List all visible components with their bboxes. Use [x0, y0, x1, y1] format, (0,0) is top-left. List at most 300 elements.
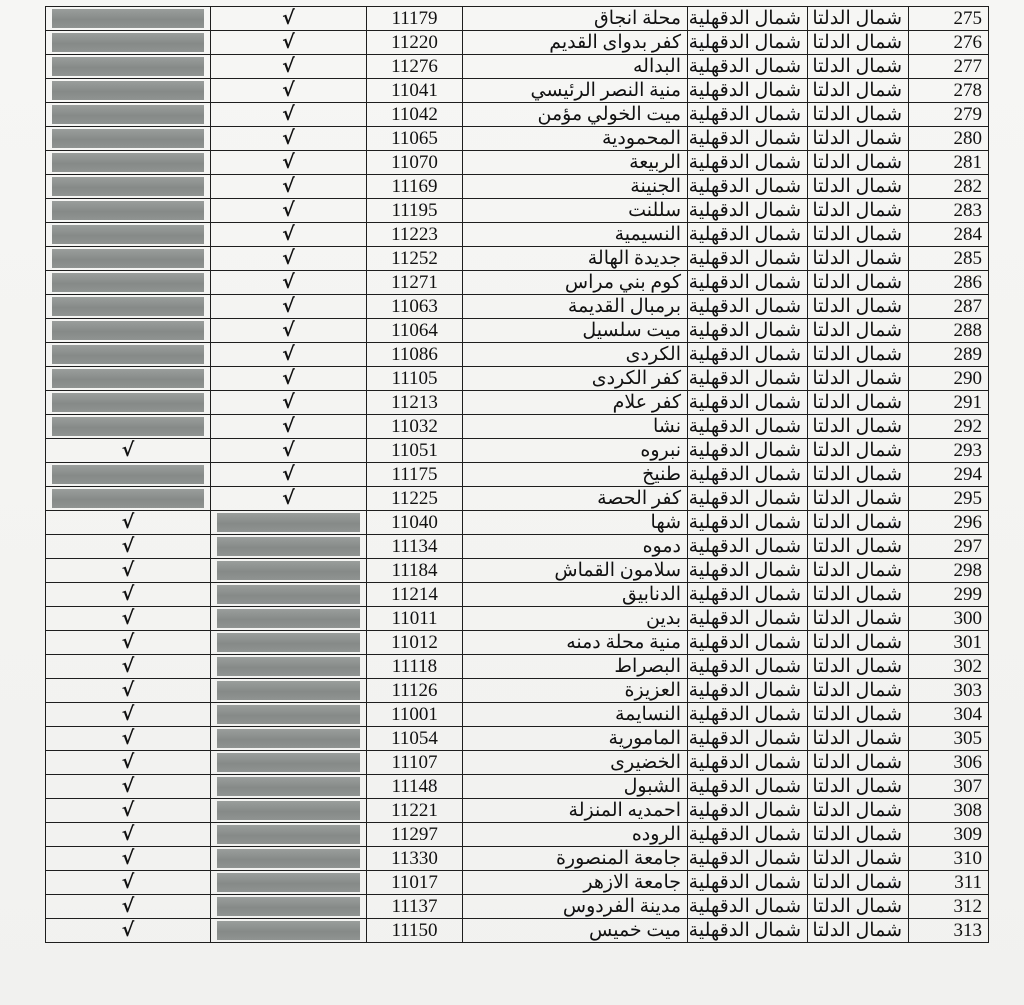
- governorate-cell: شمال الدقهلية: [688, 31, 808, 55]
- middle-shaded-cell: [211, 823, 367, 847]
- governorate-cell: شمال الدقهلية: [688, 127, 808, 151]
- region-cell: شمال الدلتا: [808, 751, 909, 775]
- middle-check-cell: [211, 247, 367, 271]
- redaction-shade: [52, 129, 204, 148]
- region-cell: شمال الدلتا: [808, 175, 909, 199]
- table-row: [46, 607, 989, 631]
- redaction-shade: [217, 609, 360, 628]
- table-row: [46, 79, 989, 103]
- check-mark: √: [121, 751, 135, 773]
- code-cell: 11032: [367, 415, 463, 439]
- redaction-shade: [52, 177, 204, 196]
- governorate-cell: شمال الدقهلية: [688, 703, 808, 727]
- left-shaded-cell: [46, 247, 211, 271]
- table-row: [46, 223, 989, 247]
- region-cell: شمال الدلتا: [808, 55, 909, 79]
- left-check-cell: [46, 727, 211, 751]
- region-cell: شمال الدلتا: [808, 727, 909, 751]
- left-shaded-cell: [46, 271, 211, 295]
- middle-shaded-cell: [211, 919, 367, 943]
- region-cell: شمال الدلتا: [808, 607, 909, 631]
- check-mark: √: [282, 127, 295, 149]
- table-row: [46, 31, 989, 55]
- code-cell: 11126: [367, 679, 463, 703]
- redaction-shade: [217, 729, 360, 748]
- table-row: [46, 295, 989, 319]
- table-row: [46, 727, 989, 751]
- check-mark: √: [121, 775, 135, 797]
- check-mark: √: [282, 271, 295, 293]
- code-cell: 11012: [367, 631, 463, 655]
- table-row: [46, 175, 989, 199]
- name-cell: طنيخ: [463, 463, 688, 487]
- governorate-cell: شمال الدقهلية: [688, 919, 808, 943]
- middle-check-cell: [211, 343, 367, 367]
- governorate-cell: شمال الدقهلية: [688, 343, 808, 367]
- table-row: [46, 343, 989, 367]
- middle-check-cell: [211, 127, 367, 151]
- check-mark: √: [282, 487, 295, 509]
- redaction-shade: [217, 897, 360, 916]
- region-cell: شمال الدلتا: [808, 535, 909, 559]
- redaction-shade: [52, 417, 204, 436]
- name-cell: الربيعة: [463, 151, 688, 175]
- code-cell: 11184: [367, 559, 463, 583]
- table-body: [46, 7, 989, 943]
- name-cell: منية النصر الرئيسي: [463, 79, 688, 103]
- table-row: [46, 271, 989, 295]
- middle-shaded-cell: [211, 751, 367, 775]
- redaction-shade: [52, 393, 204, 412]
- check-mark: √: [121, 511, 135, 533]
- left-check-cell: [46, 607, 211, 631]
- left-shaded-cell: [46, 79, 211, 103]
- governorate-cell: شمال الدقهلية: [688, 775, 808, 799]
- name-cell: الشبول: [463, 775, 688, 799]
- name-cell: مدينة الفردوس: [463, 895, 688, 919]
- check-mark: √: [282, 439, 295, 461]
- table-row: [46, 871, 989, 895]
- region-cell: شمال الدلتا: [808, 199, 909, 223]
- region-cell: شمال الدلتا: [808, 487, 909, 511]
- row-number-cell: 285: [909, 247, 989, 271]
- row-number-cell: 275: [909, 7, 989, 31]
- redaction-shade: [217, 849, 360, 868]
- governorate-cell: شمال الدقهلية: [688, 151, 808, 175]
- left-check-cell: [46, 583, 211, 607]
- region-cell: شمال الدلتا: [808, 127, 909, 151]
- left-shaded-cell: [46, 31, 211, 55]
- table-row: [46, 583, 989, 607]
- check-mark: √: [282, 319, 295, 341]
- name-cell: كفر علام: [463, 391, 688, 415]
- governorate-cell: شمال الدقهلية: [688, 439, 808, 463]
- left-shaded-cell: [46, 151, 211, 175]
- table-row: [46, 487, 989, 511]
- row-number-cell: 283: [909, 199, 989, 223]
- left-check-cell: [46, 847, 211, 871]
- governorate-cell: شمال الدقهلية: [688, 223, 808, 247]
- name-cell: ميت الخولي مؤمن: [463, 103, 688, 127]
- table-row: [46, 7, 989, 31]
- governorate-cell: شمال الدقهلية: [688, 295, 808, 319]
- code-cell: 11001: [367, 703, 463, 727]
- code-cell: 11175: [367, 463, 463, 487]
- region-cell: شمال الدلتا: [808, 103, 909, 127]
- row-number-cell: 297: [909, 535, 989, 559]
- middle-check-cell: [211, 31, 367, 55]
- redaction-shade: [217, 537, 360, 556]
- middle-shaded-cell: [211, 679, 367, 703]
- row-number-cell: 309: [909, 823, 989, 847]
- region-cell: شمال الدلتا: [808, 583, 909, 607]
- middle-check-cell: [211, 319, 367, 343]
- left-check-cell: [46, 535, 211, 559]
- middle-check-cell: [211, 415, 367, 439]
- name-cell: ميت خميس: [463, 919, 688, 943]
- governorate-cell: شمال الدقهلية: [688, 511, 808, 535]
- left-shaded-cell: [46, 295, 211, 319]
- row-number-cell: 282: [909, 175, 989, 199]
- left-shaded-cell: [46, 175, 211, 199]
- name-cell: المحمودية: [463, 127, 688, 151]
- redaction-shade: [52, 321, 204, 340]
- name-cell: برمبال القديمة: [463, 295, 688, 319]
- row-number-cell: 313: [909, 919, 989, 943]
- region-cell: شمال الدلتا: [808, 631, 909, 655]
- code-cell: 11214: [367, 583, 463, 607]
- table-row: [46, 511, 989, 535]
- check-mark: √: [121, 823, 135, 845]
- left-check-cell: [46, 919, 211, 943]
- row-number-cell: 311: [909, 871, 989, 895]
- left-check-cell: [46, 799, 211, 823]
- region-cell: شمال الدلتا: [808, 463, 909, 487]
- left-check-cell: [46, 439, 211, 463]
- table-row: [46, 631, 989, 655]
- redaction-shade: [217, 801, 360, 820]
- table-row: [46, 559, 989, 583]
- check-mark: √: [282, 79, 295, 101]
- middle-check-cell: [211, 271, 367, 295]
- table-row: [46, 55, 989, 79]
- name-cell: النسايمة: [463, 703, 688, 727]
- region-cell: شمال الدلتا: [808, 151, 909, 175]
- code-cell: 11150: [367, 919, 463, 943]
- row-number-cell: 290: [909, 367, 989, 391]
- region-cell: شمال الدلتا: [808, 679, 909, 703]
- middle-check-cell: [211, 151, 367, 175]
- redaction-shade: [52, 273, 204, 292]
- middle-shaded-cell: [211, 703, 367, 727]
- check-mark: √: [282, 31, 295, 53]
- governorate-cell: شمال الدقهلية: [688, 319, 808, 343]
- redaction-shade: [52, 57, 204, 76]
- middle-check-cell: [211, 295, 367, 319]
- row-number-cell: 301: [909, 631, 989, 655]
- middle-shaded-cell: [211, 583, 367, 607]
- middle-check-cell: [211, 103, 367, 127]
- left-shaded-cell: [46, 415, 211, 439]
- middle-check-cell: [211, 487, 367, 511]
- check-mark: √: [282, 151, 295, 173]
- left-shaded-cell: [46, 343, 211, 367]
- check-mark: √: [282, 175, 295, 197]
- governorate-cell: شمال الدقهلية: [688, 535, 808, 559]
- check-mark: √: [121, 679, 135, 701]
- governorate-cell: شمال الدقهلية: [688, 247, 808, 271]
- code-cell: 11064: [367, 319, 463, 343]
- name-cell: محلة انجاق: [463, 7, 688, 31]
- governorate-cell: شمال الدقهلية: [688, 559, 808, 583]
- middle-shaded-cell: [211, 559, 367, 583]
- row-number-cell: 312: [909, 895, 989, 919]
- row-number-cell: 288: [909, 319, 989, 343]
- redaction-shade: [52, 105, 204, 124]
- governorate-cell: شمال الدقهلية: [688, 895, 808, 919]
- check-mark: √: [282, 415, 295, 437]
- middle-shaded-cell: [211, 631, 367, 655]
- check-mark: √: [121, 703, 135, 725]
- middle-shaded-cell: [211, 535, 367, 559]
- governorate-cell: شمال الدقهلية: [688, 55, 808, 79]
- name-cell: جامعة المنصورة: [463, 847, 688, 871]
- governorate-cell: شمال الدقهلية: [688, 463, 808, 487]
- code-cell: 11107: [367, 751, 463, 775]
- check-mark: √: [282, 7, 295, 29]
- code-cell: 11221: [367, 799, 463, 823]
- code-cell: 11040: [367, 511, 463, 535]
- code-cell: 11017: [367, 871, 463, 895]
- row-number-cell: 310: [909, 847, 989, 871]
- redaction-shade: [52, 489, 204, 508]
- row-number-cell: 302: [909, 655, 989, 679]
- middle-check-cell: [211, 55, 367, 79]
- region-cell: شمال الدلتا: [808, 439, 909, 463]
- row-number-cell: 298: [909, 559, 989, 583]
- table-row: [46, 679, 989, 703]
- name-cell: ميت سلسيل: [463, 319, 688, 343]
- row-number-cell: 294: [909, 463, 989, 487]
- redaction-shade: [217, 921, 360, 940]
- code-cell: 11225: [367, 487, 463, 511]
- redaction-shade: [217, 777, 360, 796]
- row-number-cell: 300: [909, 607, 989, 631]
- row-number-cell: 299: [909, 583, 989, 607]
- row-number-cell: 278: [909, 79, 989, 103]
- region-cell: شمال الدلتا: [808, 703, 909, 727]
- code-cell: 11011: [367, 607, 463, 631]
- left-shaded-cell: [46, 7, 211, 31]
- region-cell: شمال الدلتا: [808, 775, 909, 799]
- governorate-cell: شمال الدقهلية: [688, 583, 808, 607]
- left-check-cell: [46, 751, 211, 775]
- row-number-cell: 292: [909, 415, 989, 439]
- middle-check-cell: [211, 7, 367, 31]
- code-cell: 11252: [367, 247, 463, 271]
- table-row: [46, 703, 989, 727]
- middle-check-cell: [211, 199, 367, 223]
- code-cell: 11195: [367, 199, 463, 223]
- left-shaded-cell: [46, 391, 211, 415]
- governorate-cell: شمال الدقهلية: [688, 79, 808, 103]
- redaction-shade: [217, 825, 360, 844]
- check-mark: √: [282, 391, 295, 413]
- check-mark: √: [121, 847, 135, 869]
- governorate-cell: شمال الدقهلية: [688, 607, 808, 631]
- redaction-shade: [52, 345, 204, 364]
- middle-shaded-cell: [211, 871, 367, 895]
- region-cell: شمال الدلتا: [808, 343, 909, 367]
- row-number-cell: 304: [909, 703, 989, 727]
- left-check-cell: [46, 775, 211, 799]
- redaction-shade: [217, 753, 360, 772]
- governorate-cell: شمال الدقهلية: [688, 391, 808, 415]
- governorate-cell: شمال الدقهلية: [688, 679, 808, 703]
- name-cell: العزيزة: [463, 679, 688, 703]
- redaction-shade: [217, 873, 360, 892]
- name-cell: الجنينة: [463, 175, 688, 199]
- check-mark: √: [282, 247, 295, 269]
- left-shaded-cell: [46, 103, 211, 127]
- check-mark: √: [121, 799, 135, 821]
- check-mark: √: [121, 895, 135, 917]
- table-row: [46, 151, 989, 175]
- middle-check-cell: [211, 223, 367, 247]
- region-cell: شمال الدلتا: [808, 319, 909, 343]
- governorate-cell: شمال الدقهلية: [688, 199, 808, 223]
- governorate-cell: شمال الدقهلية: [688, 271, 808, 295]
- row-number-cell: 307: [909, 775, 989, 799]
- table-row: [46, 247, 989, 271]
- region-cell: شمال الدلتا: [808, 847, 909, 871]
- row-number-cell: 289: [909, 343, 989, 367]
- table-row: [46, 415, 989, 439]
- name-cell: كفر بدواى القديم: [463, 31, 688, 55]
- middle-check-cell: [211, 367, 367, 391]
- code-cell: 11297: [367, 823, 463, 847]
- table-row: [46, 535, 989, 559]
- table-row: [46, 751, 989, 775]
- region-cell: شمال الدلتا: [808, 871, 909, 895]
- left-shaded-cell: [46, 199, 211, 223]
- name-cell: منية محلة دمنه: [463, 631, 688, 655]
- left-check-cell: [46, 703, 211, 727]
- middle-shaded-cell: [211, 607, 367, 631]
- name-cell: كوم بني مراس: [463, 271, 688, 295]
- middle-check-cell: [211, 175, 367, 199]
- check-mark: √: [282, 343, 295, 365]
- table-row: [46, 463, 989, 487]
- left-shaded-cell: [46, 463, 211, 487]
- region-cell: شمال الدلتا: [808, 79, 909, 103]
- redaction-shade: [52, 33, 204, 52]
- check-mark: √: [121, 919, 135, 941]
- redaction-shade: [52, 225, 204, 244]
- table-row: [46, 127, 989, 151]
- table-row: [46, 439, 989, 463]
- redaction-shade: [52, 81, 204, 100]
- row-number-cell: 305: [909, 727, 989, 751]
- name-cell: البصراط: [463, 655, 688, 679]
- left-check-cell: [46, 511, 211, 535]
- governorate-cell: شمال الدقهلية: [688, 367, 808, 391]
- region-cell: شمال الدلتا: [808, 559, 909, 583]
- table-row: [46, 919, 989, 943]
- middle-shaded-cell: [211, 727, 367, 751]
- code-cell: 11134: [367, 535, 463, 559]
- row-number-cell: 291: [909, 391, 989, 415]
- left-shaded-cell: [46, 487, 211, 511]
- row-number-cell: 295: [909, 487, 989, 511]
- check-mark: √: [121, 655, 135, 677]
- code-cell: 11220: [367, 31, 463, 55]
- row-number-cell: 293: [909, 439, 989, 463]
- code-cell: 11054: [367, 727, 463, 751]
- left-check-cell: [46, 823, 211, 847]
- region-cell: شمال الدلتا: [808, 7, 909, 31]
- branches-table: [45, 6, 989, 943]
- check-mark: √: [282, 199, 295, 221]
- name-cell: النسيمية: [463, 223, 688, 247]
- name-cell: كفر الكردى: [463, 367, 688, 391]
- left-shaded-cell: [46, 319, 211, 343]
- check-mark: √: [121, 559, 135, 581]
- middle-shaded-cell: [211, 655, 367, 679]
- row-number-cell: 284: [909, 223, 989, 247]
- name-cell: البداله: [463, 55, 688, 79]
- governorate-cell: شمال الدقهلية: [688, 871, 808, 895]
- row-number-cell: 287: [909, 295, 989, 319]
- region-cell: شمال الدلتا: [808, 391, 909, 415]
- check-mark: √: [121, 871, 135, 893]
- region-cell: شمال الدلتا: [808, 799, 909, 823]
- middle-check-cell: [211, 439, 367, 463]
- row-number-cell: 286: [909, 271, 989, 295]
- region-cell: شمال الدلتا: [808, 919, 909, 943]
- redaction-shade: [217, 681, 360, 700]
- row-number-cell: 280: [909, 127, 989, 151]
- table-row: [46, 799, 989, 823]
- middle-check-cell: [211, 463, 367, 487]
- name-cell: دموه: [463, 535, 688, 559]
- row-number-cell: 281: [909, 151, 989, 175]
- check-mark: √: [121, 727, 135, 749]
- code-cell: 11070: [367, 151, 463, 175]
- region-cell: شمال الدلتا: [808, 823, 909, 847]
- left-check-cell: [46, 871, 211, 895]
- code-cell: 11042: [367, 103, 463, 127]
- check-mark: √: [121, 607, 135, 629]
- redaction-shade: [52, 201, 204, 220]
- left-check-cell: [46, 631, 211, 655]
- name-cell: جديدة الهالة: [463, 247, 688, 271]
- redaction-shade: [52, 153, 204, 172]
- region-cell: شمال الدلتا: [808, 511, 909, 535]
- redaction-shade: [52, 9, 204, 28]
- region-cell: شمال الدلتا: [808, 367, 909, 391]
- row-number-cell: 277: [909, 55, 989, 79]
- code-cell: 11063: [367, 295, 463, 319]
- name-cell: جامعة الازهر: [463, 871, 688, 895]
- check-mark: √: [121, 583, 135, 605]
- left-shaded-cell: [46, 223, 211, 247]
- governorate-cell: شمال الدقهلية: [688, 175, 808, 199]
- table-row: [46, 199, 989, 223]
- redaction-shade: [217, 705, 360, 724]
- governorate-cell: شمال الدقهلية: [688, 823, 808, 847]
- left-check-cell: [46, 655, 211, 679]
